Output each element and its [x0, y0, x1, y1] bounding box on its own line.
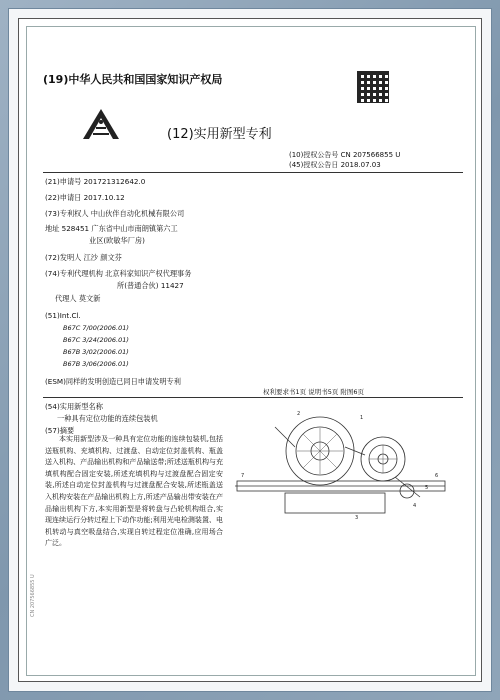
office-header: (19)中华人民共和国国家知识产权局	[43, 73, 223, 86]
figure-label: 7	[241, 473, 245, 479]
int-cl-item: B67C 3/24(2006.01)	[63, 336, 129, 344]
address-line-2: 业区(欧敏华厂房)	[89, 236, 145, 245]
publication-date: (45)授权公告日 2018.07.03	[289, 161, 381, 169]
margin-code: CN 207566855 U	[30, 574, 36, 617]
application-number: (21)申请号 201721312642.0	[45, 177, 146, 186]
figure-label: 5	[425, 485, 429, 491]
filing-date: (22)申请日 2017.10.12	[45, 193, 125, 202]
divider	[43, 397, 463, 398]
int-cl-label: (51)Int.Cl.	[45, 311, 81, 320]
patent-page	[26, 26, 476, 676]
int-cl-item: B67B 3/02(2006.01)	[63, 348, 129, 356]
agency-line-1: (74)专利代理机构 北京科家知识产权代理事务	[45, 269, 192, 278]
qr-code-icon	[357, 71, 389, 103]
patentee: (73)专利权人 中山伙伴自动化机械有限公司	[45, 209, 185, 218]
figure-label: 1	[360, 415, 364, 421]
cnipa-emblem-icon	[79, 103, 123, 147]
document-type: (12)实用新型专利	[167, 127, 272, 142]
title-label: (54)实用新型名称	[45, 402, 103, 411]
abstract-label: (57)摘要	[45, 426, 75, 435]
inventors: (72)发明人 江沙 颜文芬	[45, 253, 122, 262]
publication-number: (10)授权公告号 CN 207566855 U	[289, 151, 401, 159]
agency-line-2: 所(普通合伙) 11427	[117, 281, 184, 290]
agent: 代理人 莫文新	[55, 294, 101, 303]
page-counts: 权利要求书1页 说明书5页 附图6页	[263, 388, 365, 396]
int-cl-item: B67B 3/06(2006.01)	[63, 360, 129, 368]
divider	[43, 172, 463, 173]
figure-label: 6	[435, 473, 439, 479]
figure-label: 4	[413, 503, 417, 509]
esm-note: (ESM)同样的发明创造已同日申请发明专利	[45, 377, 181, 386]
utility-model-title: 一种具有定位功能的连续包装机	[57, 414, 158, 423]
figure-label: 2	[297, 411, 301, 417]
abstract-text: 本实用新型涉及一种具有定位功能的连续包装机,包括送瓶机构、充填机构、过渡盘、自动定位封盖机构、瓶盖送入机构、产品输出机构和产品输送带;所述送瓶机构与充填机构配合固定安装,所述充填机构与过渡盘配合固定安装,所述自动定位封盖机构与过渡盘配合安装,所述瓶盖送入机构安装在产品输出机构上方,所述产品输出带安装在产品输出机构下方,本实用新型是将转盘与凸轮机构组合,实现连续运行分转过程上下动作功能;利用光电检测装置、电机转动与真空吸盘结合,实现自转过程定位准确,应用场合广泛。	[45, 435, 223, 548]
figure-label: 3	[355, 515, 359, 521]
int-cl-item: B67C 7/00(2006.01)	[63, 324, 129, 332]
address-line-1: 地址 528451 广东省中山市南朗镇第六工	[45, 224, 178, 233]
machine-drawing	[235, 407, 447, 527]
